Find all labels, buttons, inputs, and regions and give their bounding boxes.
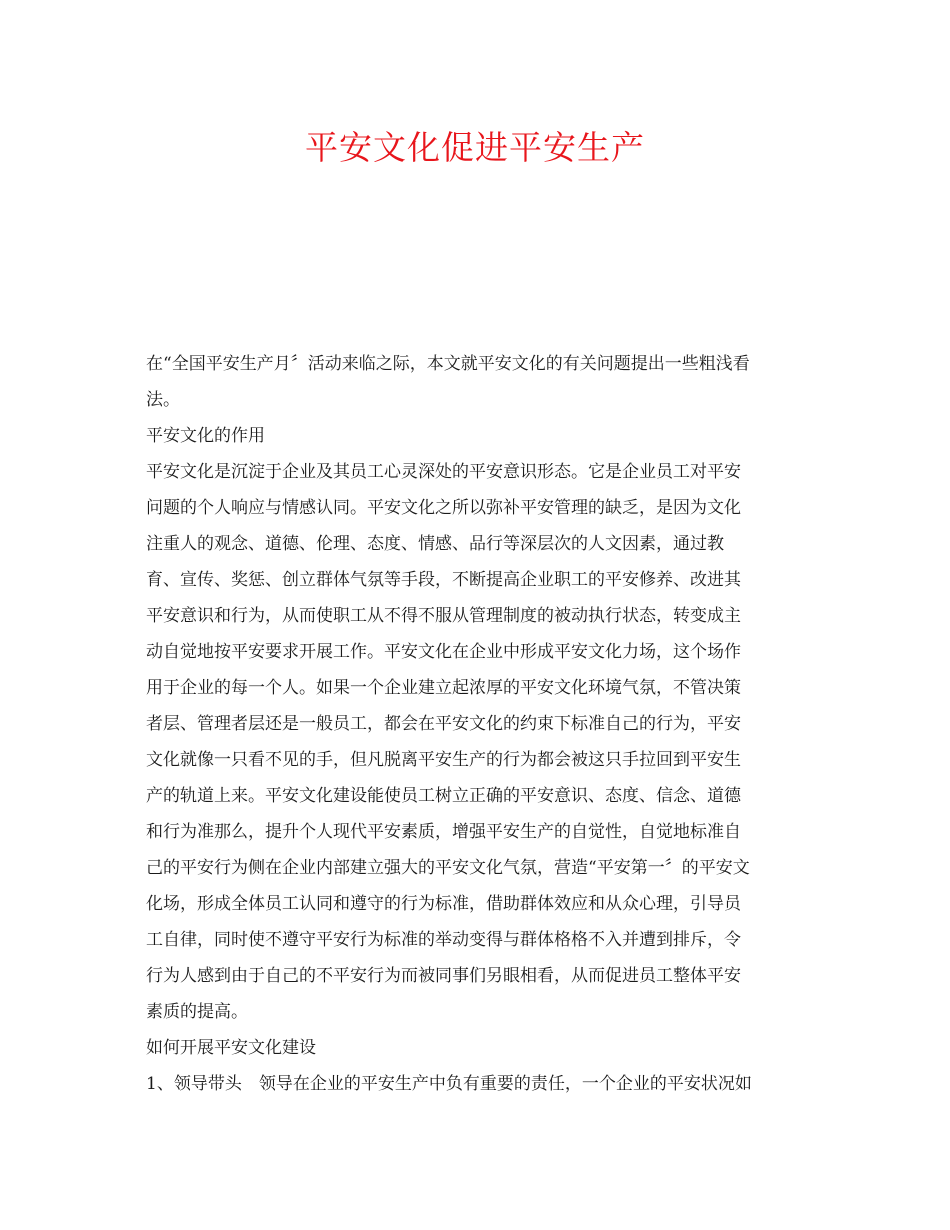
text-line: 行为人感到由于自己的不平安行为而被同事们另眼相看，从而促进员工整体平安 <box>146 966 741 986</box>
text-line: 动自觉地按平安要求开展工作。平安文化在企业中形成平安文化力场，这个场作 <box>146 642 741 662</box>
document-body <box>146 346 812 1102</box>
text-line: 法。 <box>146 390 180 410</box>
text-line: 己的平安行为侧在企业内部建立强大的平安文化气氛，营造“平安第一〞的平安文 <box>146 858 750 878</box>
text-line: 1、领导带头 领导在企业的平安生产中负有重要的责任，一个企业的平安状况如 <box>146 1074 752 1094</box>
text-line: 育、宣传、奖惩、创立群体气氛等手段，不断提高企业职工的平安修养、改进其 <box>146 570 741 590</box>
text-line: 产的轨道上来。平安文化建设能使员工树立正确的平安意识、态度、信念、道德 <box>146 786 741 806</box>
text-line: 工自律，同时使不遵守平安行为标准的举动变得与群体格格不入并遭到排斥，令 <box>146 930 741 950</box>
text-line: 平安意识和行为，从而使职工从不得不服从管理制度的被动执行状态，转变成主 <box>146 606 741 626</box>
document-title: 平安文化促进平安生产 <box>305 128 645 167</box>
text-line: 问题的个人响应与情感认同。平安文化之所以弥补平安管理的缺乏，是因为文化 <box>146 498 741 518</box>
text-line: 素质的提高。 <box>146 1002 248 1022</box>
section-heading: 平安文化的作用 <box>146 426 265 446</box>
text-line: 用于企业的每一个人。如果一个企业建立起浓厚的平安文化环境气氛，不管决策 <box>146 678 741 698</box>
text-line: 注重人的观念、道德、伦理、态度、情感、品行等深层次的人文因素，通过教 <box>146 534 724 554</box>
section-heading: 如何开展平安文化建设 <box>146 1038 316 1058</box>
text-line: 化场，形成全体员工认同和遵守的行为标准，借助群体效应和从众心理，引导员 <box>146 894 741 914</box>
text-line: 平安文化是沉淀于企业及其员工心灵深处的平安意识形态。它是企业员工对平安 <box>146 462 741 482</box>
text-line: 者层、管理者层还是一般员工，都会在平安文化的约束下标准自己的行为，平安 <box>146 714 741 734</box>
text-line: 在“全国平安生产月〞活动来临之际，本文就平安文化的有关问题提出一些粗浅看 <box>146 354 750 374</box>
text-line: 文化就像一只看不见的手，但凡脱离平安生产的行为都会被这只手拉回到平安生 <box>146 750 741 770</box>
text-line: 和行为准那么，提升个人现代平安素质，增强平安生产的自觉性，自觉地标准自 <box>146 822 741 842</box>
